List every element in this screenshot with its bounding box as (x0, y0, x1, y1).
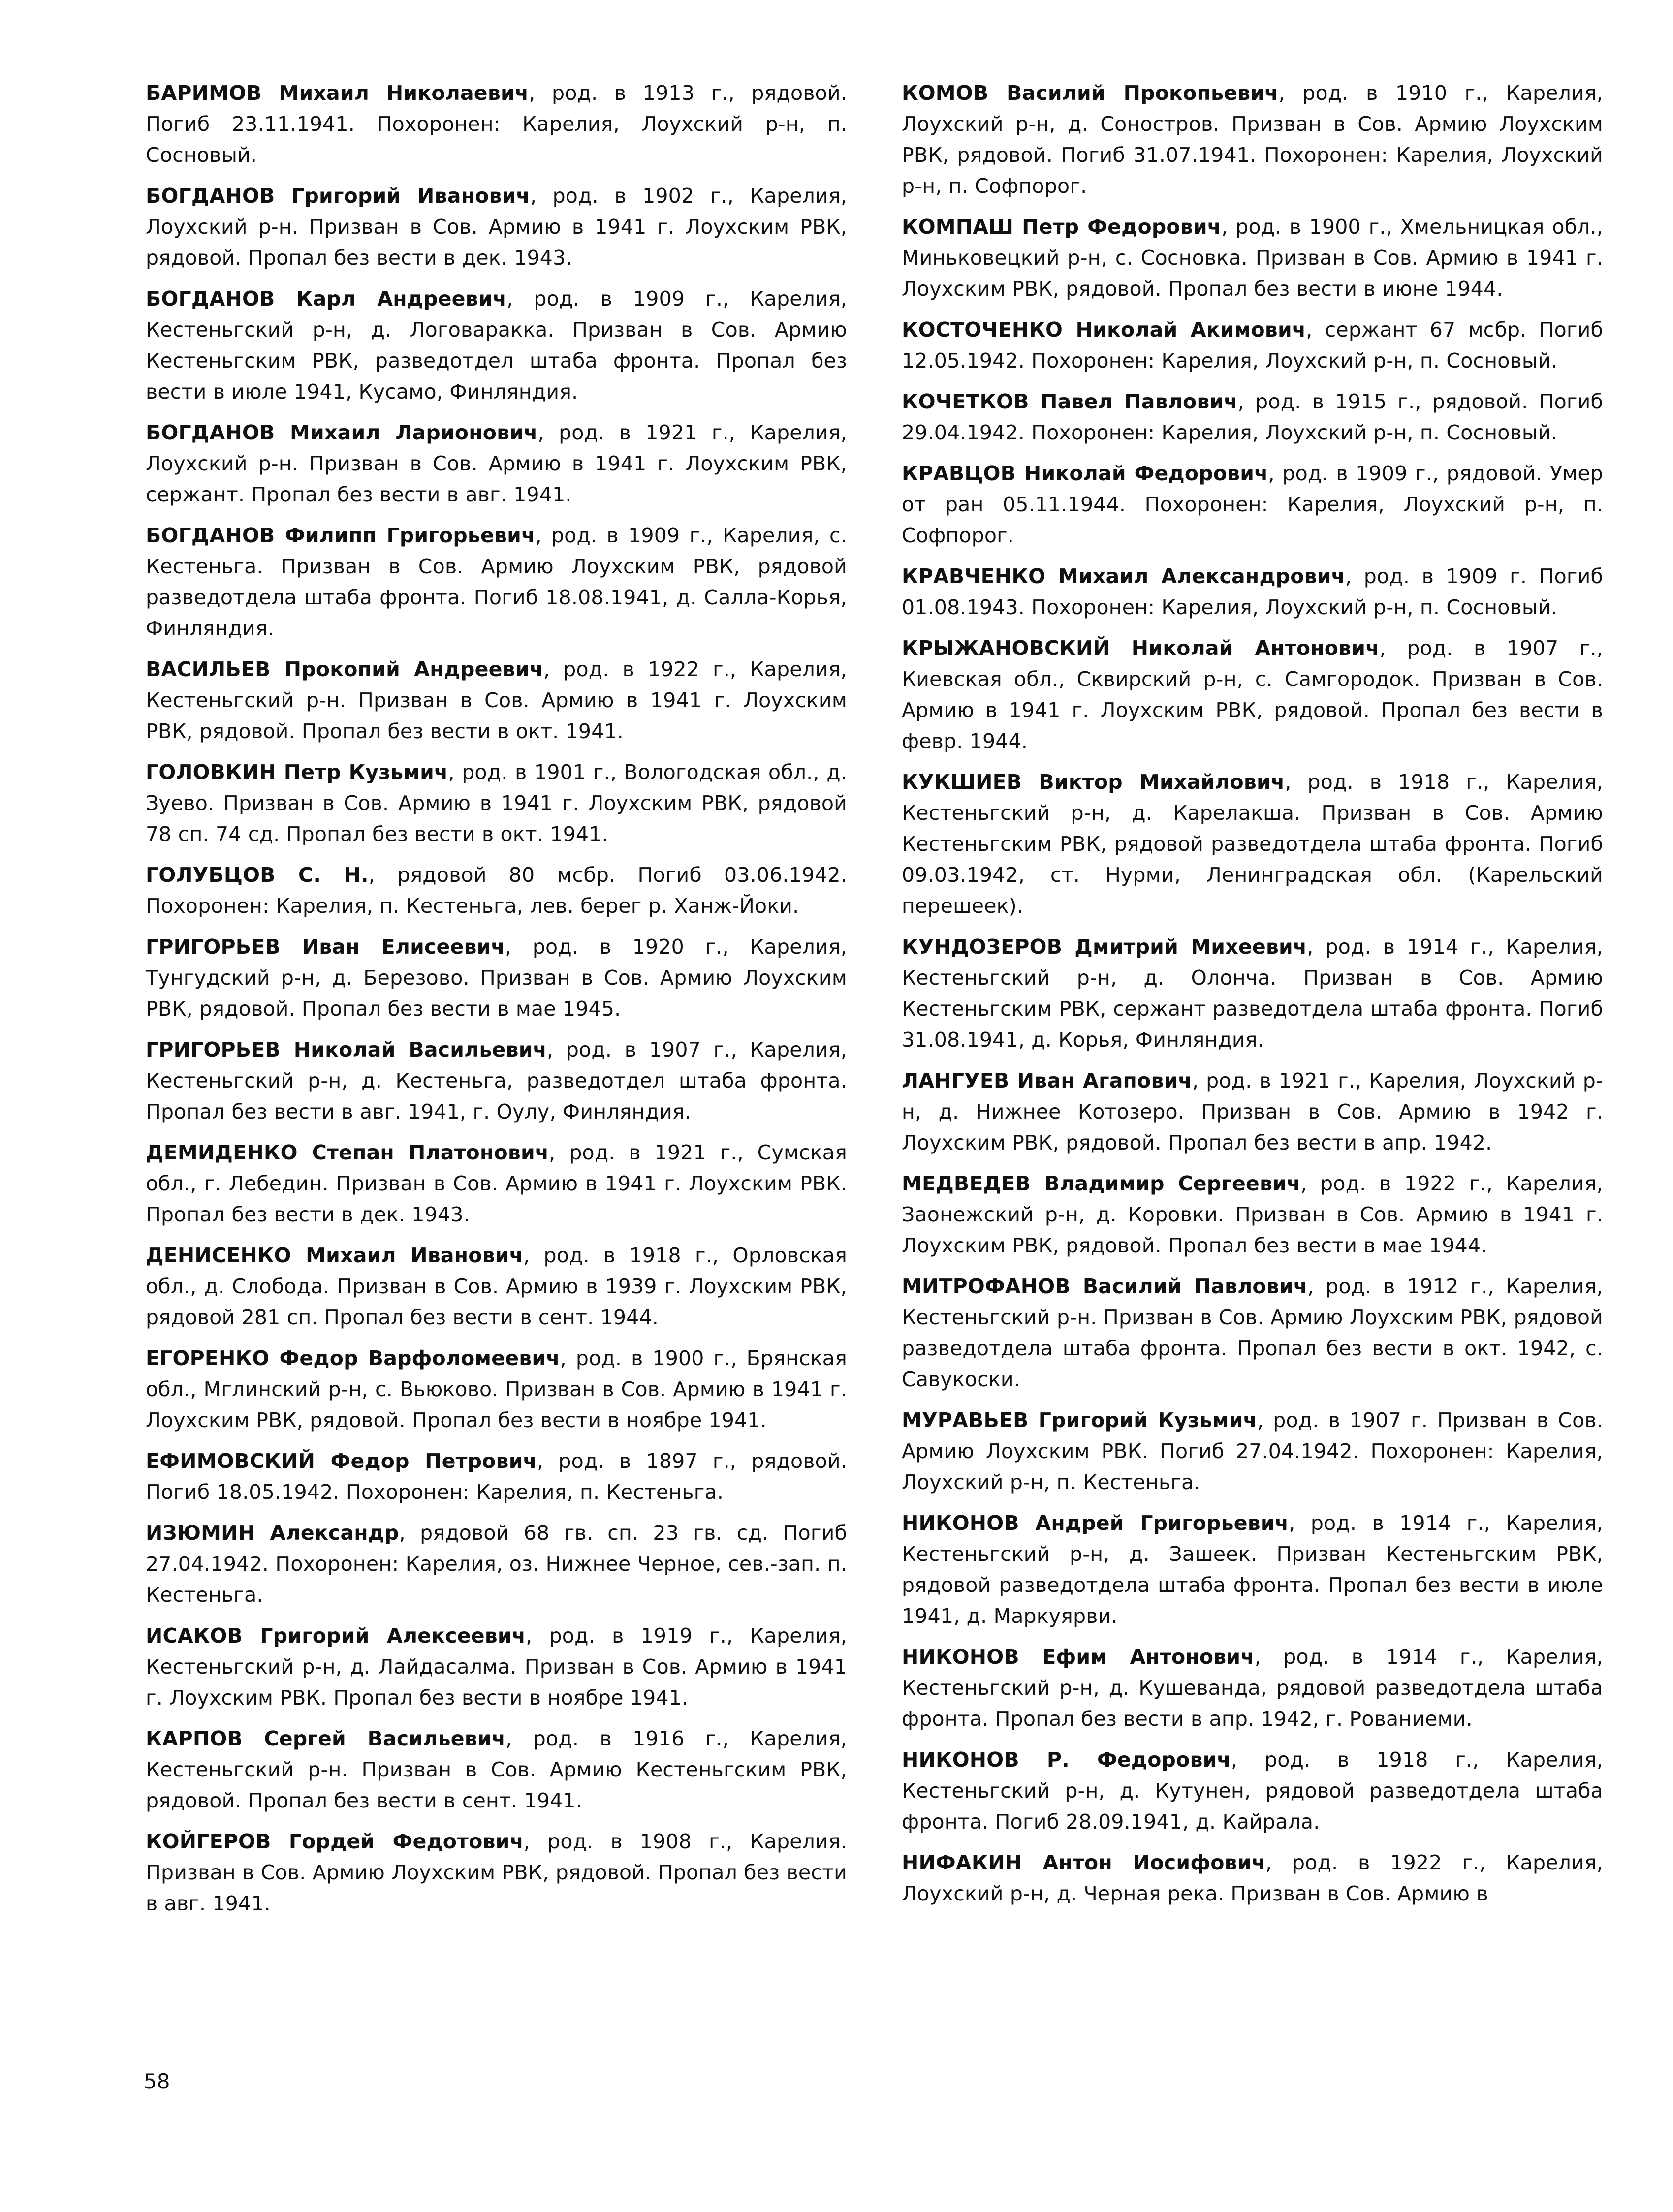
entry (146, 860, 847, 922)
entry-text: , род. в 1907 г. Призван в Сов. Армию Лоухским РВК. Погиб 27.04.1942. Похоронен: Карелия, Лоухский р-н, п. Кестеньга. (902, 1408, 1603, 1494)
entry-text: , род. в 1908 г., Карелия. Призван в Сов. Армию Лоухским РВК, рядовой. Пропал без вести в авг. 1941. (146, 1830, 847, 1915)
entry-name: БАРИМОВ Михаил Николаевич (146, 81, 529, 105)
entry (902, 767, 1603, 922)
entry-name: МУРАВЬЕВ Григорий Кузьмич (902, 1408, 1258, 1432)
entry-text: , род. в 1915 г., рядовой. Погиб 29.04.1942. Похоронен: Карелия, Лоухский р-н, п. Сосновый. (902, 390, 1603, 444)
entry-text: , род. в 1909 г., рядовой. Умер от ран 05.11.1944. Похоронен: Карелия, Лоухский р-н, п. Софпорог. (902, 462, 1604, 547)
entry-name: ГОЛОВКИН Петр Кузьмич (146, 760, 448, 784)
entry-text: , род. в 1921 г., Карелия, Лоухский р-н. Призван в Сов. Армию в 1941 г. Лоухским РВК, сержант. Пропал без вести в авг. 1941. (146, 421, 848, 506)
entry (146, 283, 847, 407)
entry-text: , род. в 1922 г., Карелия, Лоухский р-н, д. Черная река. Призван в Сов. Армию в (902, 1851, 1603, 1905)
entry (146, 78, 847, 171)
entry-text: , род. в 1900 г., Брянская обл., Мглинский р-н, с. Вьюково. Призван в Сов. Армию в 1941 г. Лоухским РВК, рядовой. Пропал без вести в ноябре 1941. (146, 1346, 847, 1432)
entry-text: , род. в 1914 г., Карелия, Кестеньгский р-н, д. Олонча. Призван в Сов. Армию Кестеньгским РВК, сержант разведотдела штаба фронта. Погиб 31.08.1941, д. Корья, Финляндия. (902, 935, 1604, 1052)
entry (902, 561, 1603, 623)
entry-text: , род. в 1919 г., Карелия, Кестеньгский р-н, д. Лайдасалма. Призван в Сов. Армию в 1941 г. Лоухским РВК. Пропал без вести в ноябре 1941. (146, 1624, 847, 1710)
entry-text: , род. в 1913 г., рядовой. Погиб 23.11.1941. Похоронен: Карелия, Лоухский р-н, п. Сосновый. (146, 81, 848, 167)
entry (902, 1168, 1603, 1261)
entry-text: , род. в 1914 г., Карелия, Кестеньгский р-н, д. Зашеек. Призван Кестеньгским РВК, рядовой разведотдела штаба фронта. Пропал без вести в июле 1941, д. Маркуярви. (902, 1511, 1603, 1628)
entry (146, 1446, 847, 1508)
entry-text: , род. в 1918 г., Орловская обл., д. Слобода. Призван в Сов. Армию в 1939 г. Лоухским РВК, рядовой 281 сп. Пропал без вести в сент. 1944. (146, 1244, 847, 1329)
entry (902, 932, 1603, 1056)
entry-text: , сержант 67 мсбр. Погиб 12.05.1942. Похоронен: Карелия, Лоухский р-н, п. Сосновый. (902, 318, 1603, 373)
page-number: 58 (144, 2069, 170, 2093)
entry-text: , род. в 1907 г., Карелия, Кестеньгский р-н, д. Кестеньга, разведотдел штаба фронта. Пропал без вести в авг. 1941, г. Оулу, Финляндия. (146, 1038, 847, 1123)
entry-text: , род. в 1909 г., Карелия, Кестеньгский р-н, д. Логоваракка. Призван в Сов. Армию Кестеньгским РВК, разведотдел штаба фронта. Пропал без вести в июле 1941, Кусамо, Финляндия. (146, 287, 848, 404)
entry-text: , род. в 1900 г., Хмельницкая обл., Миньковецкий р-н, с. Сосновка. Призван в Сов. Армию в 1941 г. Лоухским РВК, рядовой. Пропал без вести в июне 1944. (902, 215, 1603, 301)
entry-name: БОГДАНОВ Карл Андреевич (146, 287, 507, 311)
entry-name: КРЫЖАНОВСКИЙ Николай Антонович (902, 636, 1380, 660)
entry-name: ЕГОРЕНКО Федор Варфоломеевич (146, 1346, 560, 1370)
entry (902, 314, 1603, 376)
entry (146, 1826, 847, 1919)
entry-name: НИФАКИН Антон Иосифович (902, 1851, 1265, 1874)
entry-name: ДЕНИСЕНКО Михаил Иванович (146, 1244, 524, 1267)
entry-text: , род. в 1921 г., Карелия, Лоухский р-н, д. Нижнее Котозеро. Призван в Сов. Армию в 1942 г. Лоухским РВК, рядовой. Пропал без вести в апр. 1942. (902, 1069, 1603, 1154)
entry-text: , род. в 1920 г., Карелия, Тунгудский р-н, д. Березово. Призван в Сов. Армию Лоухским РВК, рядовой. Пропал без вести в мае 1945. (146, 935, 848, 1021)
entry (902, 1508, 1603, 1632)
entry (902, 633, 1603, 757)
entry-text: , род. в 1921 г., Сумская обл., г. Лебедин. Призван в Сов. Армию в 1941 г. Лоухским РВК. Пропал без вести в дек. 1943. (146, 1141, 848, 1226)
entry-text: , род. в 1902 г., Карелия, Лоухский р-н. Призван в Сов. Армию в 1941 г. Лоухским РВК, рядовой. Пропал без вести в дек. 1943. (146, 184, 847, 270)
entry (146, 757, 847, 850)
entry-name: ГРИГОРЬЕВ Иван Елисеевич (146, 935, 505, 959)
entry (902, 386, 1603, 448)
entry-name: ВАСИЛЬЕВ Прокопий Андреевич (146, 657, 544, 681)
entry-name: БОГДАНОВ Михаил Ларионович (146, 421, 538, 444)
right-column (902, 78, 1603, 1919)
entry (902, 1271, 1603, 1395)
entry-text: , род. в 1907 г., Киевская обл., Сквирский р-н, с. Самгородок. Призван в Сов. Армию в 1941 г. Лоухским РВК, рядовой. Пропал без вести в февр. 1944. (902, 636, 1603, 753)
entry-text: , род. в 1910 г., Карелия, Лоухский р-н, д. Соностров. Призван в Сов. Армию Лоухским РВК, рядовой. Погиб 31.07.1941. Похоронен: Карелия, Лоухский р-н, п. Софпорог. (902, 81, 1603, 198)
entry (146, 1723, 847, 1816)
entry (146, 1518, 847, 1611)
entry-name: КРАВЧЕНКО Михаил Александрович (902, 564, 1346, 588)
entry-text: , род. в 1909 г., Карелия, с. Кестеньга. Призван в Сов. Армию Лоухским РВК, рядовой разведотдела штаба фронта. Погиб 18.08.1941, д. Салла-Корья, Финляндия. (146, 524, 847, 640)
entry (146, 654, 847, 747)
entry-name: МИТРОФАНОВ Василий Павлович (902, 1275, 1308, 1298)
entry-name: КОЧЕТКОВ Павел Павлович (902, 390, 1238, 413)
entry (902, 1642, 1603, 1735)
entry-name: КРАВЦОВ Николай Федорович (902, 462, 1268, 485)
entry (146, 1240, 847, 1333)
entry (902, 1065, 1603, 1158)
entry-text: , род. в 1914 г., Карелия, Кестеньгский р-н, д. Кушеванда, рядовой разведотдела штаба фронта. Пропал без вести в апр. 1942, г. Рованиеми. (902, 1645, 1604, 1731)
entry-name: КОМОВ Василий Прокопьевич (902, 81, 1279, 105)
entry-name: ЕФИМОВСКИЙ Федор Петрович (146, 1449, 537, 1473)
entry-text: , род. в 1916 г., Карелия, Кестеньгский р-н. Призван в Сов. Армию Кестеньгским РВК, рядовой. Пропал без вести в сент. 1941. (146, 1727, 848, 1812)
entry (902, 1847, 1603, 1909)
entry-text: , род. в 1912 г., Карелия, Кестеньгский р-н. Призван в Сов. Армию Лоухским РВК, рядовой разведотдела штаба фронта. Пропал без вести в окт. 1942, с. Савукоски. (902, 1275, 1603, 1391)
entry (146, 520, 847, 644)
entry-name: НИКОНОВ Ефим Антонович (902, 1645, 1255, 1669)
entry (146, 181, 847, 274)
entry (902, 458, 1603, 551)
entry-name: КУНДОЗЕРОВ Дмитрий Михеевич (902, 935, 1307, 959)
entry-text: , род. в 1922 г., Карелия, Кестеньгский р-н. Призван в Сов. Армию в 1941 г. Лоухским РВК, рядовой. Пропал без вести в окт. 1941. (146, 657, 847, 743)
entry (902, 212, 1603, 305)
entry-name: ГРИГОРЬЕВ Николай Васильевич (146, 1038, 547, 1061)
entry-text: , род. в 1909 г. Погиб 01.08.1943. Похоронен: Карелия, Лоухский р-н, п. Сосновый. (902, 564, 1604, 619)
entry-name: МЕДВЕДЕВ Владимир Сергеевич (902, 1172, 1301, 1195)
entry-name: БОГДАНОВ Григорий Иванович (146, 184, 530, 208)
entry-text: , род. в 1918 г., Карелия, Кестеньгский р-н, д. Карелакша. Призван в Сов. Армию Кестеньгским РВК, рядовой разведотдела штаба фронта. Погиб 09.03.1942, ст. Нурми, Ленинградская обл. (Карельский перешеек). (902, 770, 1603, 918)
entry-text: , рядовой 80 мсбр. Погиб 03.06.1942. Похоронен: Карелия, п. Кестеньга, лев. берег р. Ханж-Йоки. (146, 863, 847, 918)
entry-text: , род. в 1922 г., Карелия, Заонежский р-н, д. Коровки. Призван в Сов. Армию в 1941 г. Лоухским РВК, рядовой. Пропал без вести в мае 1944. (902, 1172, 1603, 1257)
entry-text: , род. в 1918 г., Карелия, Кестеньгский р-н, д. Кутунен, рядовой разведотдела штаба фронта. Погиб 28.09.1941, д. Кайрала. (902, 1748, 1604, 1834)
entry-name: НИКОНОВ Р. Федорович (902, 1748, 1231, 1772)
entry-name: БОГДАНОВ Филипп Григорьевич (146, 524, 536, 547)
entry-name: ИЗЮМИН Александр (146, 1521, 399, 1545)
entry-name: КУКШИЕВ Виктор Михайлович (902, 770, 1285, 794)
entry-name: КОСТОЧЕНКО Николай Акимович (902, 318, 1306, 342)
entry-text: , рядовой 68 гв. сп. 23 гв. сд. Погиб 27.04.1942. Похоронен: Карелия, оз. Нижнее Черное, сев.-зап. п. Кестеньга. (146, 1521, 847, 1607)
entry (146, 1620, 847, 1714)
entry (146, 417, 847, 510)
entry (902, 1405, 1603, 1498)
entry-name: КАРПОВ Сергей Васильевич (146, 1727, 506, 1750)
entry-name: ЛАНГУЕВ Иван Агапович (902, 1069, 1192, 1092)
entry-name: КОЙГЕРОВ Гордей Федотович (146, 1830, 524, 1853)
entry-name: ИСАКОВ Григорий Алексеевич (146, 1624, 526, 1648)
entry (902, 1745, 1603, 1838)
entry-name: НИКОНОВ Андрей Григорьевич (902, 1511, 1289, 1535)
entry (146, 1343, 847, 1436)
entry-name: КОМПАШ Петр Федорович (902, 215, 1222, 239)
entry-text: , род. в 1901 г., Вологодская обл., д. Зуево. Призван в Сов. Армию в 1941 г. Лоухским РВК, рядовой 78 сп. 74 сд. Пропал без вести в окт. 1941. (146, 760, 847, 846)
entry-text: , род. в 1897 г., рядовой. Погиб 18.05.1942. Похоронен: Карелия, п. Кестеньга. (146, 1449, 847, 1504)
entry-name: ГОЛУБЦОВ С. Н. (146, 863, 369, 887)
entry-name: ДЕМИДЕНКО Степан Платонович (146, 1141, 549, 1164)
entry (902, 78, 1603, 202)
entry (146, 1034, 847, 1127)
entry (146, 1137, 847, 1230)
left-column (146, 78, 847, 1929)
entry (146, 932, 847, 1025)
